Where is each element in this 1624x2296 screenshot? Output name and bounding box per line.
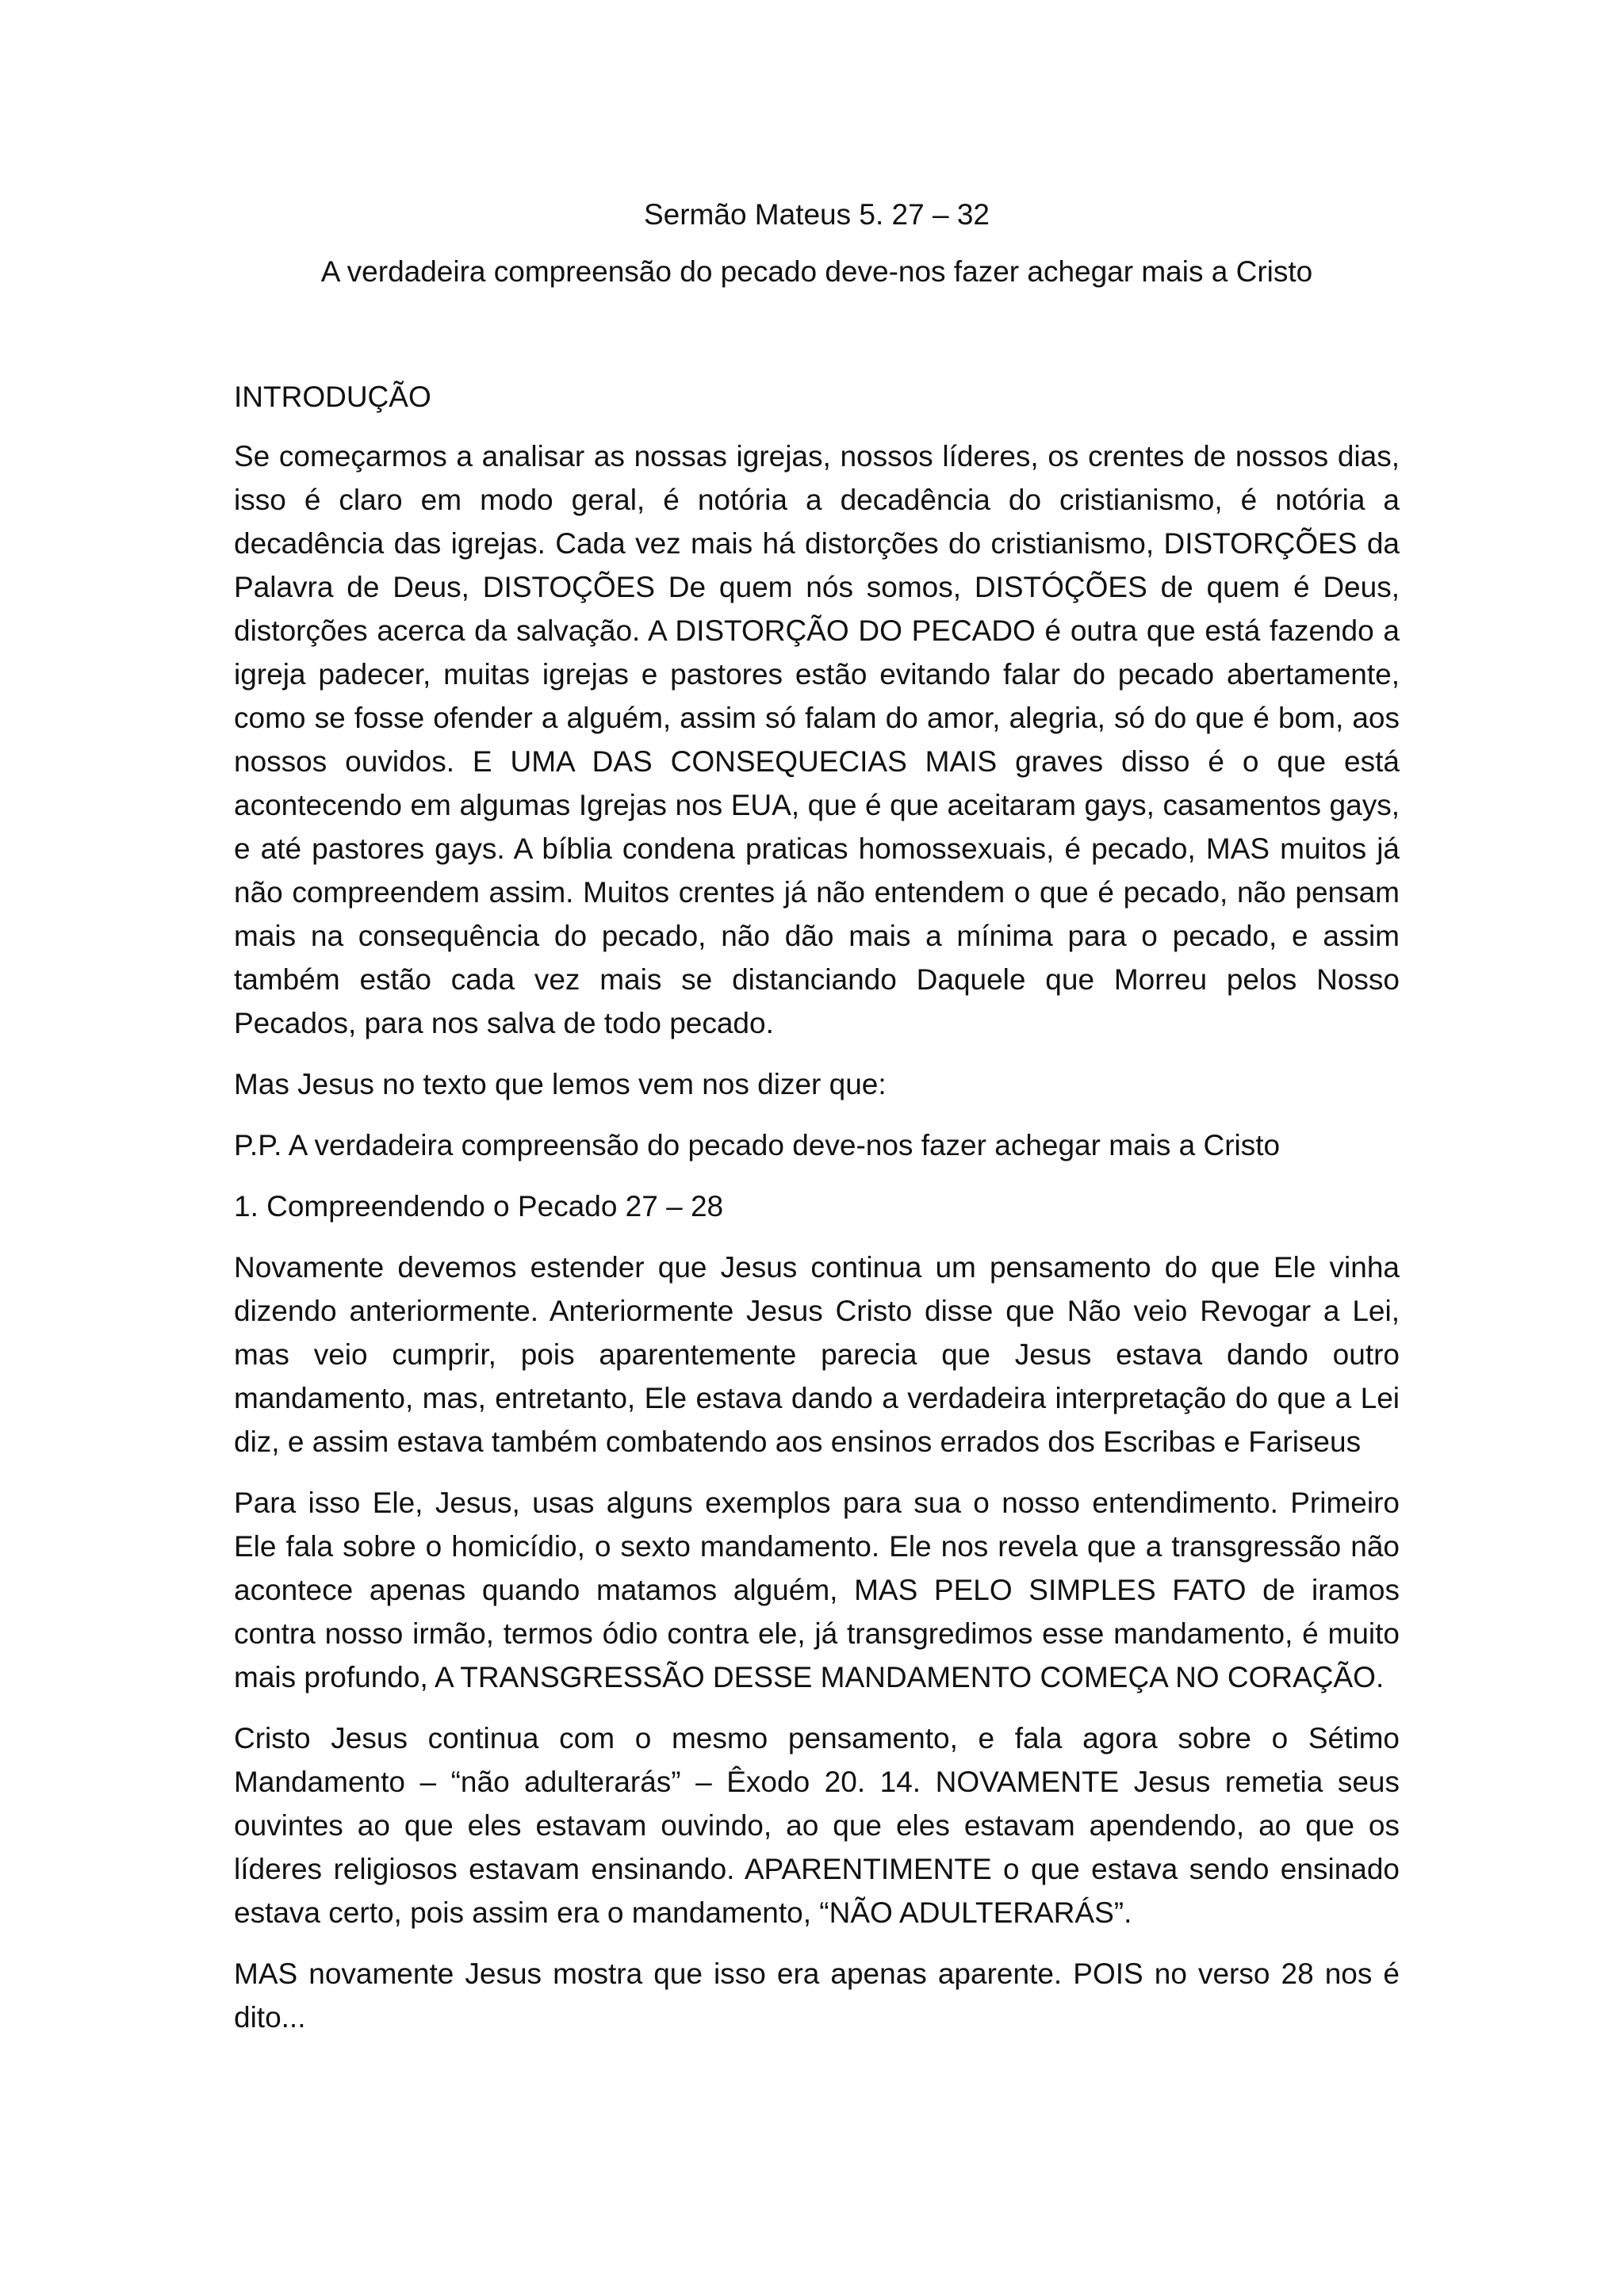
intro-heading: INTRODUÇÃO bbox=[234, 381, 431, 413]
document-page bbox=[234, 195, 1400, 2057]
sermon-title: Sermão Mateus 5. 27 – 32 bbox=[643, 198, 990, 231]
paragraph-body-2: Para isso Ele, Jesus, usas alguns exemplos para sua o nosso entendimento. Primeiro Ele fala sobre o homicídio, o sexto mandamento. Ele nos revela que a transgressão não acontece apenas quando matamos alguém, MAS PELO SIMPLES FATO de iramos contra nosso irmão, termos ódio contra ele, já transgredimos esse mandamento, é muito mais profundo, A TRANSGRESSÃO DESSE MANDAMENTO COMEÇA NO CORAÇÃO. bbox=[234, 1487, 1400, 1693]
sermon-subtitle: A verdadeira compreensão do pecado deve-nos fazer achegar mais a Cristo bbox=[320, 255, 1313, 288]
main-proposition: P.P. A verdadeira compreensão do pecado deve-nos fazer achegar mais a Cristo bbox=[234, 1129, 1281, 1161]
paragraph-body-4: MAS novamente Jesus mostra que isso era apenas aparente. POIS no verso 28 nos é dito... bbox=[234, 1957, 1400, 2034]
paragraph-body-1: Novamente devemos estender que Jesus continua um pensamento do que Ele vinha dizendo anteriormente. Anteriormente Jesus Cristo disse que Não veio Revogar a Lei, mas veio cumprir, pois aparentemente parecia que Jesus estava dando outro mandamento, mas, entretanto, Ele estava dando a verdadeira interpretação do que a Lei diz, e assim estava também combatendo aos ensinos errados dos Escribas e Fariseus bbox=[234, 1251, 1400, 1458]
paragraph-transition: Mas Jesus no texto que lemos vem nos dizer que: bbox=[234, 1068, 887, 1100]
paragraph-body-3: Cristo Jesus continua com o mesmo pensamento, e fala agora sobre o Sétimo Mandamento – “não adulterarás” – Êxodo 20. 14. NOVAMENTE Jesus remetia seus ouvintes ao que eles estavam ouvindo, ao que eles estavam apendendo, ao que os líderes religiosos estavam ensinando. APARENTIMENTE o que estava sendo ensinado estava certo, pois assim era o mandamento, “NÃO ADULTERARÁS”. bbox=[234, 1722, 1400, 1929]
paragraph-introduction: Se começarmos a analisar as nossas igrejas, nossos líderes, os crentes de nossos dias, isso é claro em modo geral, é notória a decadência do cristianismo, é notória a decadência das igrejas. Cada vez mais há distorções do cristianismo, DISTORÇÕES da Palavra de Deus, DISTOÇÕES De quem nós somos, DISTÓÇÕES de quem é Deus, distorções acerca da salvação. A DISTORÇÃO DO PECADO é outra que está fazendo a igreja padecer, muitas igrejas e pastores estão evitando falar do pecado abertamente, como se fosse ofender a alguém, assim só falam do amor, alegria, só do que é bom, aos nossos ouvidos. E UMA DAS CONSEQUECIAS MAIS graves disso é o que está acontecendo em algumas Igrejas nos EUA, que é que aceitaram gays, casamentos gays, e até pastores gays. A bíblia condena praticas homossexuais, é pecado, MAS muitos já não compreendem assim. Muitos crentes já não entendem o que é pecado, não pensam mais na consequência do pecado, não dão mais a mínima para o pecado, e assim também estão cada vez mais se distanciando Daquele que Morreu pelos Nosso Pecados, para nos salva de todo pecado. bbox=[234, 440, 1400, 1039]
section-heading-1: 1. Compreendendo o Pecado 27 – 28 bbox=[234, 1190, 724, 1223]
